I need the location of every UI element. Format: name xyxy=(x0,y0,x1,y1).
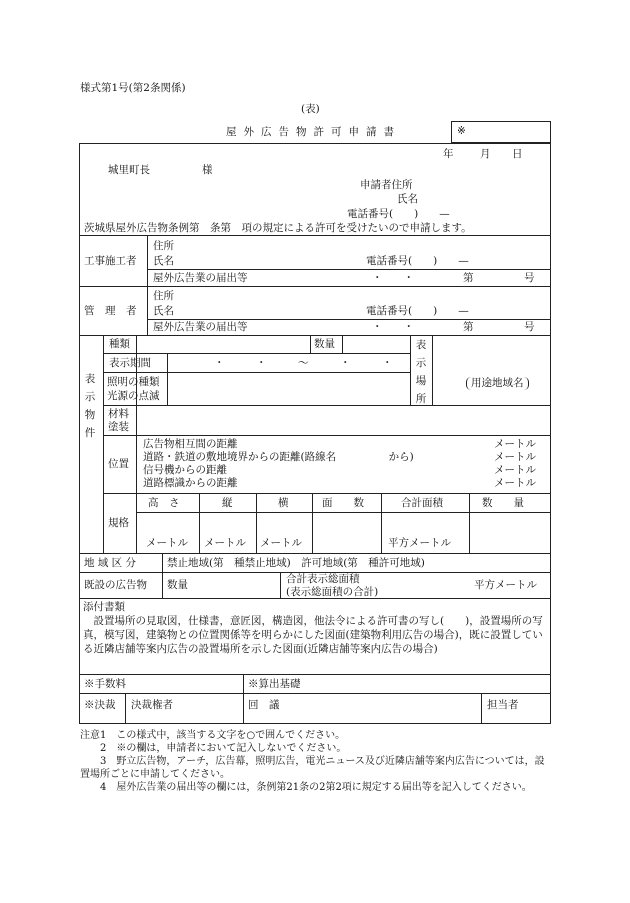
manager-notif-date: ・ ・ xyxy=(372,321,414,333)
place-label: 表 示 場 所 xyxy=(415,339,427,405)
applicant-address-label: 申請者住所 xyxy=(360,179,413,191)
contractor-notif-dai: 第 xyxy=(463,272,474,284)
manager-name-label: 氏名 xyxy=(153,305,174,317)
contractor-label: 工事施工者 xyxy=(84,255,137,267)
contractor-tel-label: 電話番号( ) — xyxy=(366,255,469,267)
day-label: 日 xyxy=(512,148,523,160)
distance-signal: 信号機からの距離 xyxy=(143,464,227,476)
year-label: 年 xyxy=(443,148,454,160)
applicant-tel-label: 電話番号( ) — xyxy=(347,208,450,220)
officer-label: 担当者 xyxy=(487,699,519,711)
spec-horizontal-unit: メートル xyxy=(260,537,302,549)
decision-label: ※決裁 xyxy=(84,699,116,711)
note-1: 注意1 この様式中，該当する文字を○で囲んでください。 xyxy=(80,730,346,741)
existing-ads-label: 既設の広告物 xyxy=(84,579,147,591)
side-label: (表) xyxy=(301,103,320,115)
attachments-body: 設置場所の見取図，仕様書，意匠図，構造図，他法令による許可書の写し( )，設置場所の写真，模写図，建築物との位置関係等を明らかにした図面(建築物利用広告の場合)，既に設置している近隣店舗等案内広告の設置場所を示した図面(近隣店舗等案内広告の場合) xyxy=(83,615,543,655)
manager-label: 管 理 者 xyxy=(84,305,137,317)
contractor-notif-date: ・ ・ xyxy=(372,272,414,284)
contractor-address-label: 住所 xyxy=(153,240,174,252)
zone-class-label: 地 域 区 分 xyxy=(84,557,137,569)
zone-name-label: 用途地域名 xyxy=(466,377,529,390)
existing-total-sub: (表示総面積の合計) xyxy=(286,586,379,598)
note-4: 4 屋外広告業の届出等の欄には，条例第21条の2第2項に規定する届出等を記入してください。 xyxy=(80,782,532,793)
note-2: 2 ※の欄は，申請者において記入しないでください。 xyxy=(80,743,347,754)
material-label: 材料 xyxy=(108,408,129,420)
type-label: 種類 xyxy=(109,338,130,350)
quantity-label: 数量 xyxy=(314,338,335,350)
spec-height-head: 高 さ xyxy=(148,497,180,509)
distance-road-sign: 道路標識からの距離 xyxy=(143,477,238,489)
fee-label: ※手数料 xyxy=(84,678,126,690)
display-section-label: 表 示 物 件 xyxy=(84,373,96,439)
spec-quantity-head: 数 量 xyxy=(482,497,524,509)
approver-label: 決裁権者 xyxy=(131,699,173,711)
light-type-label: 照明の種類 xyxy=(107,376,160,388)
spec-total-area-head: 合計面積 xyxy=(401,497,443,509)
meter-unit: メートル xyxy=(494,451,536,463)
light-blink-label: 光源の点滅 xyxy=(107,390,160,402)
existing-qty-label: 数量 xyxy=(167,579,188,591)
spec-vertical-unit: メートル xyxy=(204,537,246,549)
spec-horizontal-head: 横 xyxy=(278,497,289,509)
manager-notif-go: 号 xyxy=(524,321,535,333)
manager-address-label: 住所 xyxy=(153,290,174,302)
spec-faces-head: 面 数 xyxy=(322,497,364,509)
circulation-label: 回 議 xyxy=(248,699,280,711)
attachments-heading: 添付書類 xyxy=(83,601,125,613)
recipient: 城里町長 xyxy=(108,164,150,176)
form-title: 屋外広告物許可申請書 xyxy=(226,126,401,138)
existing-unit: 平方メートル xyxy=(474,579,537,591)
contractor-notif-go: 号 xyxy=(524,272,535,284)
office-use-box xyxy=(451,121,551,143)
distance-road-rail: 道路・鉄道の敷地境界からの距離(路線名 から) xyxy=(143,451,414,463)
honorific: 様 xyxy=(202,164,213,176)
existing-total-label: 合計表示総面積 xyxy=(286,573,360,585)
note-3: 3 野立広告物，アーチ，広告幕，照明広告，電光ニュース及び近隣店舗等案内広告については，設置場所ごとに申請してください。 xyxy=(80,756,545,780)
paint-label: 塗装 xyxy=(108,421,129,433)
spec-area-unit: 平方メートル xyxy=(388,537,451,549)
manager-tel-label: 電話番号( ) — xyxy=(366,305,469,317)
position-label: 位置 xyxy=(108,458,129,470)
distance-between-ads: 広告物相互間の距離 xyxy=(143,438,238,450)
spec-height-unit: メートル xyxy=(146,537,188,549)
spec-label: 規格 xyxy=(108,517,129,529)
office-star: ※ xyxy=(457,125,466,137)
month-label: 月 xyxy=(480,148,491,160)
meter-unit: メートル xyxy=(494,464,536,476)
spec-vertical-head: 縦 xyxy=(222,497,233,509)
meter-unit: メートル xyxy=(494,438,536,450)
meter-unit: メートル xyxy=(494,477,536,489)
intro-text: 茨城県屋外広告物条例第 条第 項の規定による許可を受けたいので申請します。 xyxy=(84,222,472,234)
zone-class-value: 禁止地域(第 種禁止地域) 許可地域(第 種許可地域) xyxy=(167,557,425,569)
period-label: 表示期間 xyxy=(109,357,151,369)
period-value: ・ ・ 〜 ・ ・ xyxy=(214,357,393,369)
manager-notif-dai: 第 xyxy=(463,321,474,333)
contractor-name-label: 氏名 xyxy=(153,255,174,267)
contractor-notif-label: 屋外広告業の届出等 xyxy=(153,272,248,284)
manager-notif-label: 屋外広告業の届出等 xyxy=(153,321,248,333)
applicant-name-label: 氏名 xyxy=(397,193,418,205)
basis-label: ※算出基礎 xyxy=(248,678,301,690)
form-number: 様式第1号(第2条関係) xyxy=(80,82,186,94)
